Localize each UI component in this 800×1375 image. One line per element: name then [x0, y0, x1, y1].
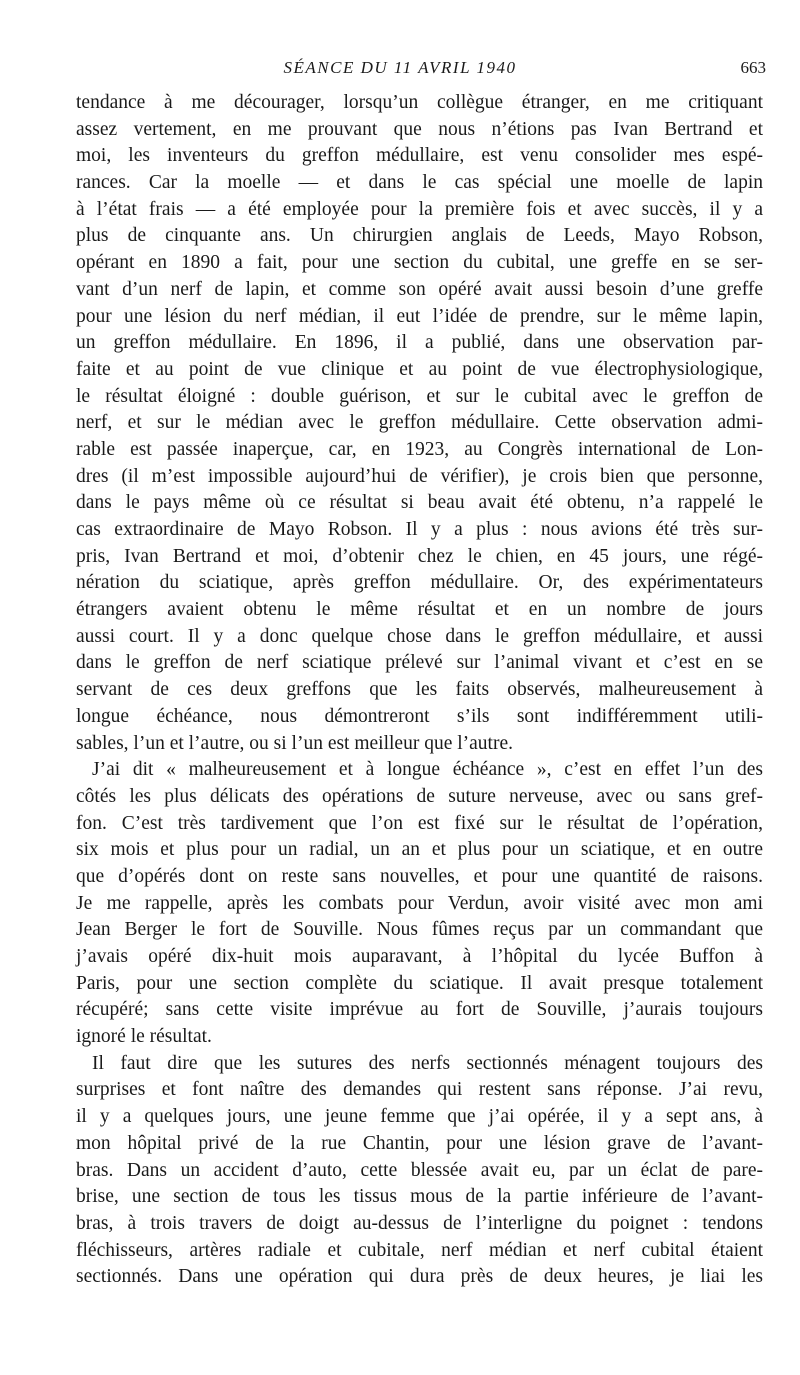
text-line: moi, les inventeurs du greffon médullaire, est venu consolider mes espé- — [76, 145, 763, 167]
text-line: que d’opérés dont on reste sans nouvelles, et pour une quantité de raisons. — [76, 865, 763, 887]
text-line: bras. Dans un accident d’auto, cette blessée avait eu, par un éclat de pare- — [76, 1159, 763, 1181]
text-line: opérant en 1890 a fait, pour une section du cubital, une greffe en se ser- — [76, 252, 763, 274]
text-line: vant d’un nerf de lapin, et comme son opéré avait aussi besoin d’une greffe — [76, 278, 763, 300]
text-line: il y a quelques jours, une jeune femme que j’ai opérée, il y a sept ans, à — [76, 1106, 763, 1128]
running-head — [0, 58, 800, 82]
text-line: plus de cinquante ans. Un chirurgien anglais de Leeds, Mayo Robson, — [76, 225, 763, 247]
text-line: mon hôpital privé de la rue Chantin, pour une lésion grave de l’avant- — [76, 1132, 763, 1154]
body-text — [76, 90, 763, 1291]
text-line: servant de ces deux greffons que les faits observés, malheureusement à — [76, 679, 763, 701]
text-line: à l’état frais — a été employée pour la première fois et avec succès, il y a — [76, 198, 763, 220]
text-line: rable est passée inaperçue, car, en 1923, au Congrès international de Lon- — [76, 438, 763, 460]
running-title: SÉANCE DU 11 AVRIL 1940 — [283, 58, 517, 77]
text-line: fléchisseurs, artères radiale et cubitale, nerf médian et nerf cubital étaient — [76, 1239, 763, 1261]
text-line: fon. C’est très tardivement que l’on est fixé sur le résultat de l’opération, — [76, 812, 763, 834]
text-line: récupéré; sans cette visite imprévue au fort de Souville, j’aurais toujours — [76, 999, 763, 1021]
text-line: un greffon médullaire. En 1896, il a publié, dans une observation par- — [76, 332, 763, 354]
text-line: Paris, pour une section complète du sciatique. Il avait presque totalement — [76, 972, 763, 994]
text-line: longue échéance, nous démontreront s’ils sont indifféremment utili- — [76, 705, 763, 727]
paragraph-2 — [76, 757, 763, 1051]
text-line: étrangers avaient obtenu le même résultat et en un nombre de jours — [76, 599, 763, 621]
text-line: rances. Car la moelle — et dans le cas spécial une moelle de lapin — [76, 172, 763, 194]
text-line: côtés les plus délicats des opérations de suture nerveuse, avec ou sans gref- — [76, 785, 763, 807]
text-line: nération du sciatique, après greffon médullaire. Or, des expérimentateurs — [76, 572, 763, 594]
text-line: Jean Berger le fort de Souville. Nous fûmes reçus par un commandant que — [76, 919, 763, 941]
text-line: faite et au point de vue clinique et au point de vue électrophysiologique, — [76, 358, 763, 380]
page-number: 663 — [740, 58, 766, 77]
text-line: assez vertement, en me prouvant que nous n’étions pas Ivan Bertrand et — [76, 118, 763, 140]
text-line: cas extraordinaire de Mayo Robson. Il y a plus : nous avions été très sur- — [76, 519, 763, 540]
text-line: sectionnés. Dans une opération qui dura près de deux heures, je liai les — [76, 1266, 763, 1288]
text-line: Je me rappelle, après les combats pour Verdun, avoir visité avec mon ami — [76, 892, 763, 914]
text-line: six mois et plus pour un radial, un an et plus pour un sciatique, et en outre — [76, 839, 763, 861]
text-line: dans le greffon de nerf sciatique prélevé sur l’animal vivant et c’est en se — [76, 652, 763, 674]
paragraph-3 — [76, 1051, 763, 1291]
text-line: Il faut dire que les sutures des nerfs sectionnés ménagent toujours des — [92, 1052, 763, 1074]
text-line: bras, à trois travers de doigt au-dessus de l’interligne du poignet : tendons — [76, 1212, 763, 1234]
text-line: tendance à me décourager, lorsqu’un collègue étranger, en me critiquant — [76, 92, 763, 113]
text-line: pour une lésion du nerf médian, il eut l’idée de prendre, sur le même lapin, — [76, 305, 763, 327]
text-line: ignoré le résultat. — [76, 1026, 212, 1048]
text-line: brise, une section de tous les tissus mous de la partie inférieure de l’avant- — [76, 1186, 763, 1208]
text-line: sables, l’un et l’autre, ou si l’un est meilleur que l’autre. — [76, 732, 513, 754]
text-line: surprises et font naître des demandes qui restent sans réponse. J’ai revu, — [76, 1079, 763, 1101]
text-line: J’ai dit « malheureusement et à longue échéance », c’est en effet l’un des — [92, 759, 763, 781]
text-line: le résultat éloigné : double guérison, et sur le cubital avec le greffon de — [76, 385, 763, 407]
text-line: pris, Ivan Bertrand et moi, d’obtenir chez le chien, en 45 jours, une régé- — [76, 545, 763, 567]
paragraph-1 — [76, 90, 763, 757]
text-line: dans le pays même où ce résultat si beau avait été obtenu, n’a rappelé le — [76, 492, 763, 514]
text-line: dres (il m’est impossible aujourd’hui de vérifier), je crois bien que personne, — [76, 465, 763, 487]
text-line: nerf, et sur le médian avec le greffon médullaire. Cette observation admi- — [76, 412, 763, 434]
text-line: aussi court. Il y a donc quelque chose dans le greffon médullaire, et aussi — [76, 625, 763, 647]
text-line: j’avais opéré dix-huit mois auparavant, à l’hôpital du lycée Buffon à — [76, 946, 763, 967]
